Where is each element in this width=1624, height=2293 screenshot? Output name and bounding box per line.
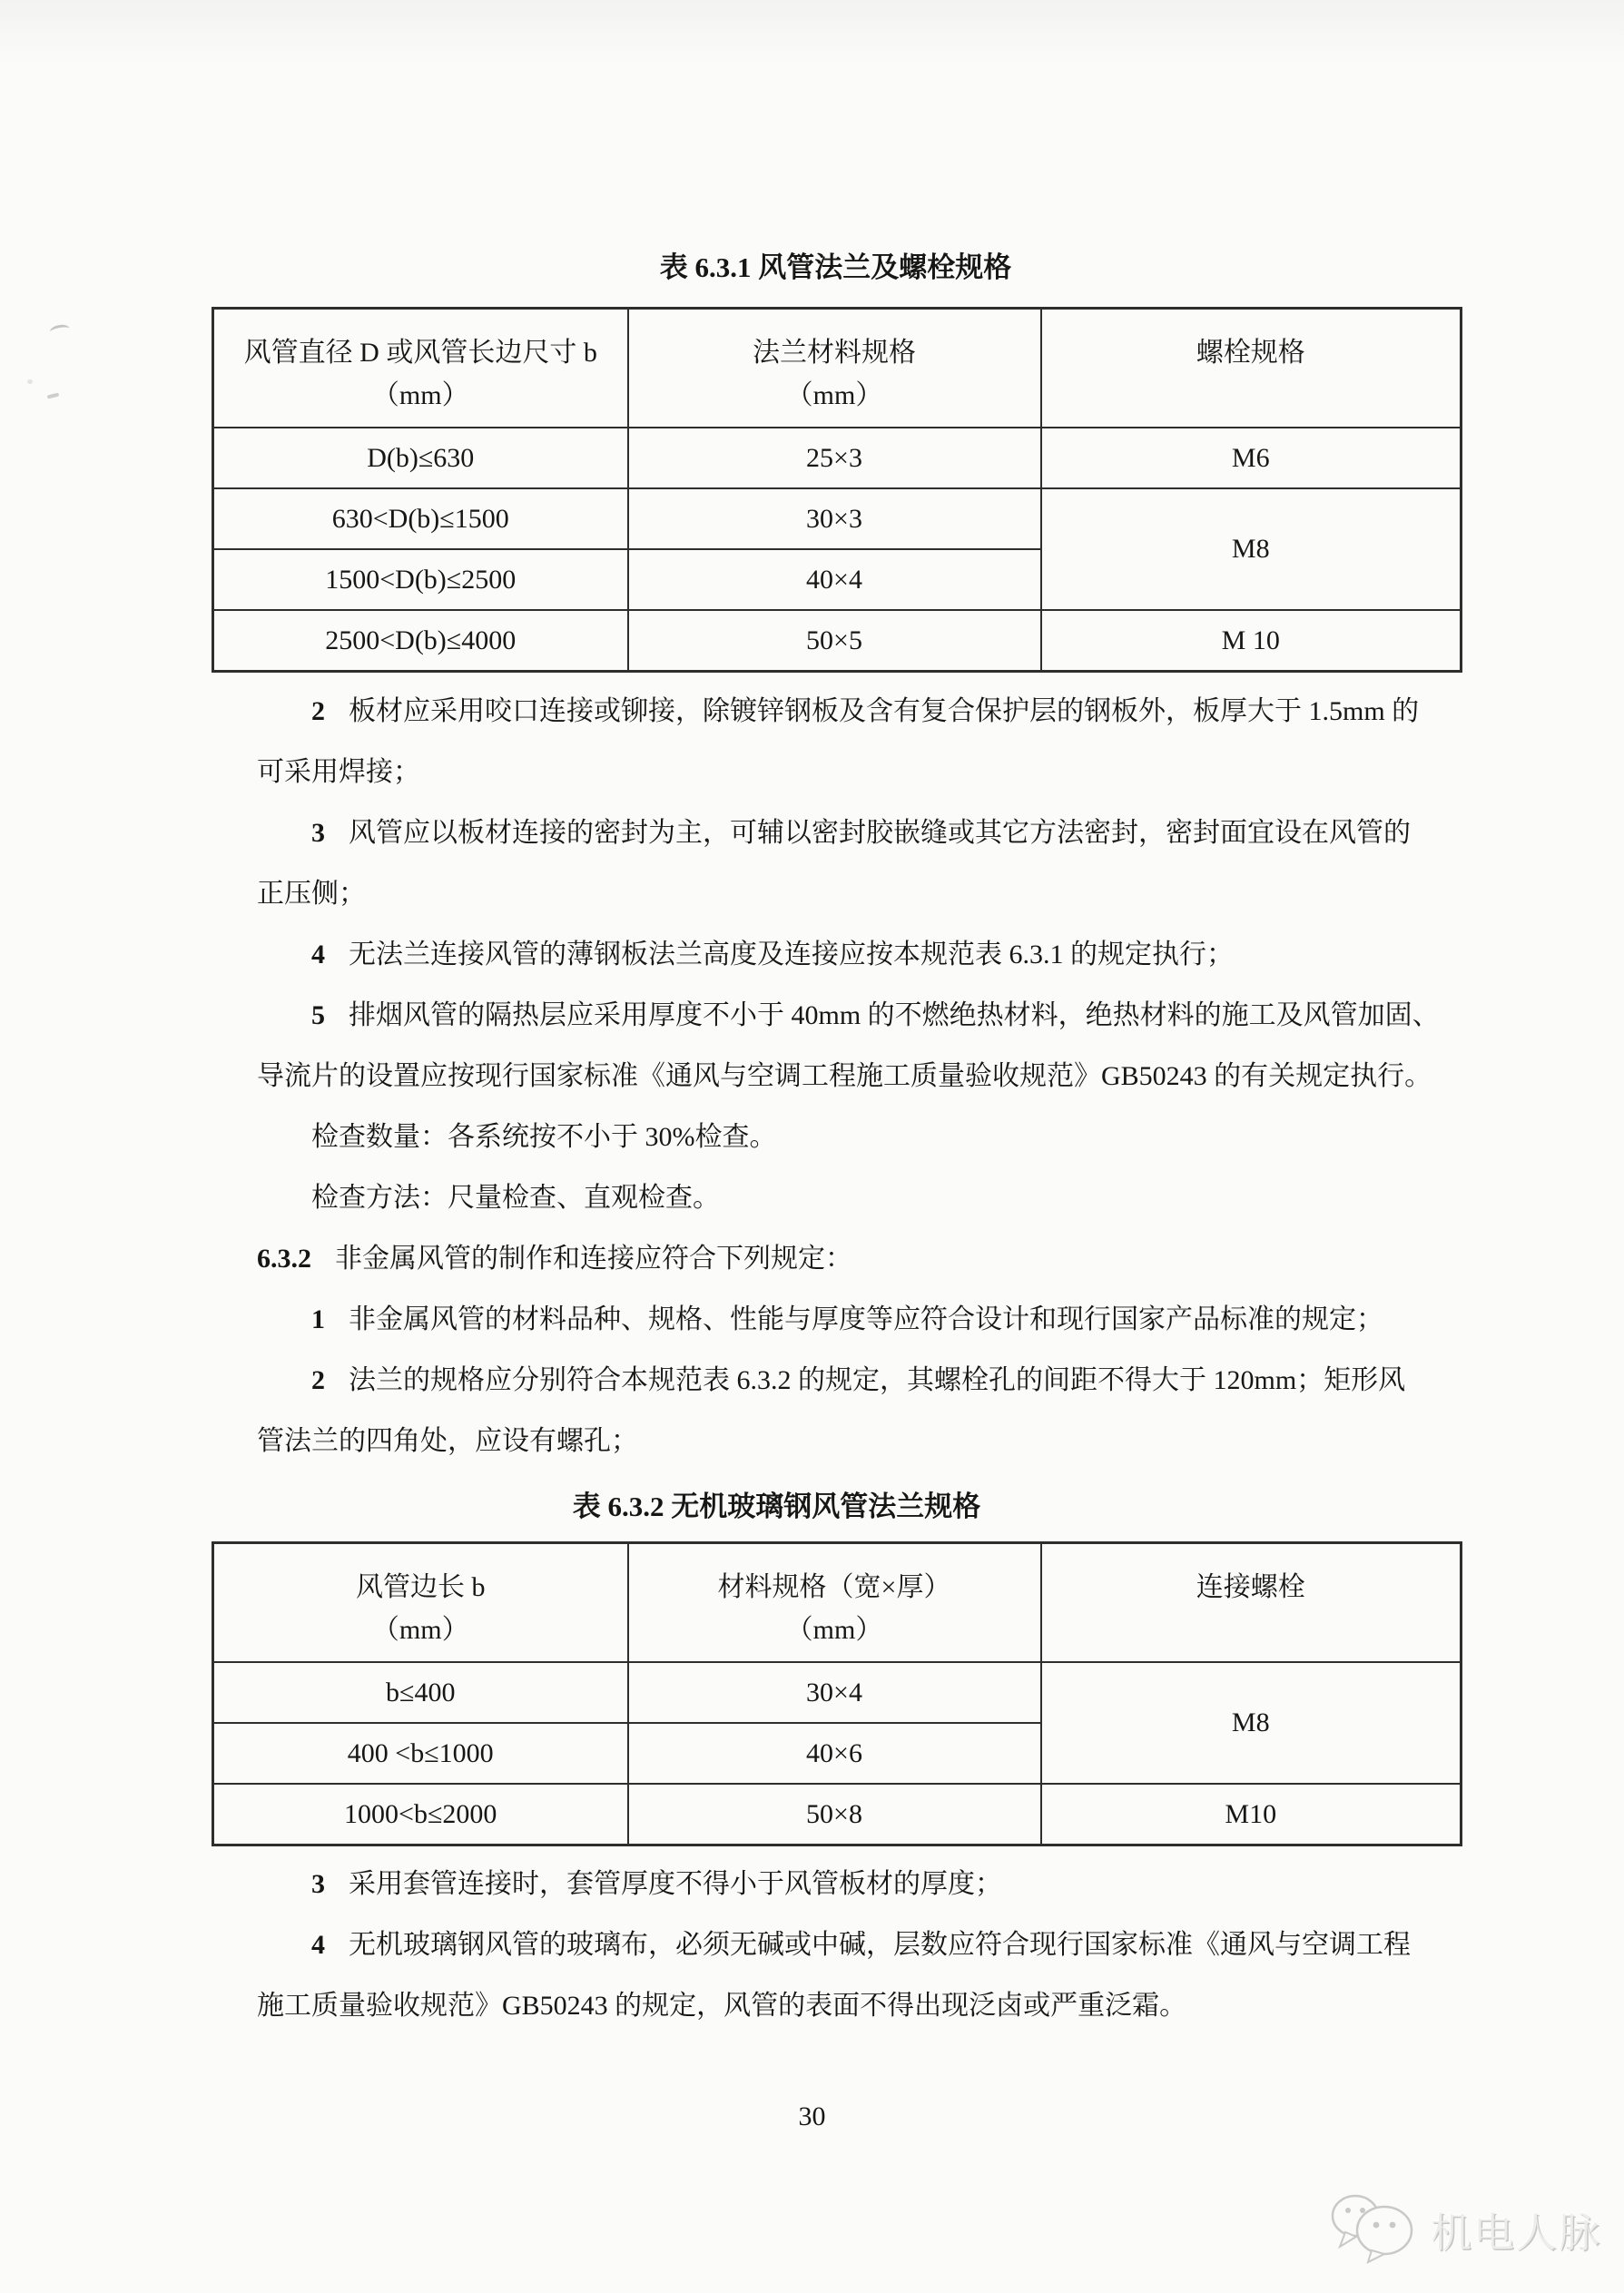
section-text: 非金属风管的制作和连接应符合下列规定： xyxy=(335,1244,852,1274)
clause-text: 施工质量验收规范》GB50243 的规定，风管的表面不得出现泛卤或严重泛霜。 xyxy=(257,1991,1187,2021)
table-cell-merged: M8 xyxy=(1041,488,1462,610)
clause-line xyxy=(257,1350,1546,1411)
table-header-cell xyxy=(1041,309,1462,428)
table-cell: 25×3 xyxy=(628,428,1041,488)
table-cell: b≤400 xyxy=(213,1662,628,1723)
table-header-cell xyxy=(213,309,628,428)
clause-number: 2 xyxy=(311,1365,325,1395)
table-cell-merged: M8 xyxy=(1041,1662,1462,1784)
clause-number: 2 xyxy=(311,696,325,726)
table-row xyxy=(213,428,1462,488)
table-row xyxy=(213,1662,1462,1723)
page-number: 30 xyxy=(798,2101,826,2131)
watermark-label: 机电人脉 xyxy=(1431,2210,1602,2256)
table-6-3-2 xyxy=(212,1541,1462,1846)
table-cell: 40×4 xyxy=(628,549,1041,610)
clause-text: 检查数量：各系统按不小于 30%检查。 xyxy=(311,1122,777,1152)
table-cell: 40×6 xyxy=(628,1723,1041,1784)
clause-line xyxy=(257,1411,1546,1471)
column-header: 螺栓规格 xyxy=(1196,338,1305,368)
column-header: 风管直径 D 或风管长边尺寸 b xyxy=(243,338,597,368)
watermark xyxy=(1327,2190,1601,2268)
clause-text: 采用套管连接时，套管厚度不得小于风管板材的厚度； xyxy=(349,1869,1002,1899)
clause-line xyxy=(257,1107,1546,1167)
table-cell: 50×5 xyxy=(628,610,1041,672)
table-cell: 30×3 xyxy=(628,488,1041,549)
scan-artifact xyxy=(27,379,33,384)
clause-text: 检查方法：尺量检查、直观检查。 xyxy=(311,1183,720,1213)
clause-text: 管法兰的四角处，应设有螺孔； xyxy=(257,1426,638,1456)
column-header: 材料规格（宽×厚） xyxy=(717,1572,951,1602)
column-header-unit: （mm） xyxy=(785,380,883,410)
clause-line xyxy=(257,1046,1546,1107)
column-header: 风管边长 b xyxy=(356,1572,486,1602)
section-number: 6.3.2 xyxy=(257,1244,311,1274)
table-header-cell xyxy=(1041,1543,1462,1663)
clause-text: 法兰的规格应分别符合本规范表 6.3.2 的规定，其螺栓孔的间距不得大于 120mm；矩形风 xyxy=(349,1365,1406,1395)
table-cell: 400 <b≤1000 xyxy=(213,1723,628,1784)
clause-number: 3 xyxy=(311,1869,325,1899)
scan-artifact xyxy=(47,392,60,399)
clause-number: 5 xyxy=(311,1000,325,1030)
clause-text: 风管应以板材连接的密封为主，可辅以密封胶嵌缝或其它方法密封，密封面宜设在风管的 xyxy=(349,818,1411,848)
clause-text: 无机玻璃钢风管的玻璃布，必须无碱或中碱，层数应符合现行国家标准《通风与空调工程 xyxy=(349,1930,1411,1960)
clause-line xyxy=(257,802,1546,863)
table-header-row xyxy=(213,1543,1462,1663)
table-cell: 50×8 xyxy=(628,1784,1041,1845)
clause-number: 4 xyxy=(311,1930,325,1960)
clause-line xyxy=(257,863,1546,924)
table-header-cell xyxy=(628,309,1041,428)
table-row xyxy=(213,488,1462,549)
clause-text: 正压侧； xyxy=(257,879,366,909)
table-cell: M10 xyxy=(1041,1784,1462,1845)
column-header-unit: （mm） xyxy=(785,1615,883,1645)
table-cell: M 10 xyxy=(1041,610,1462,672)
column-header: 法兰材料规格 xyxy=(753,338,916,368)
clause-text: 排烟风管的隔热层应采用厚度不小于 40mm 的不燃绝热材料，绝热材料的施工及风管加固、 xyxy=(349,1000,1440,1030)
clause-text: 板材应采用咬口连接或铆接，除镀锌钢板及含有复合保护层的钢板外，板厚大于 1.5mm 的 xyxy=(349,696,1420,726)
clause-line xyxy=(257,924,1546,985)
table-cell: M6 xyxy=(1041,428,1462,488)
table-header-cell xyxy=(628,1543,1041,1663)
wechat-icon xyxy=(1327,2190,1418,2268)
clause-line xyxy=(257,742,1546,802)
clause-number: 1 xyxy=(311,1304,325,1334)
table-cell: 2500<D(b)≤4000 xyxy=(213,610,628,672)
clause-line xyxy=(257,985,1546,1046)
clause-line xyxy=(257,1975,1546,2036)
table-header-row xyxy=(213,309,1462,428)
column-header-unit: （mm） xyxy=(371,380,469,410)
table-row xyxy=(213,610,1462,672)
clause-line xyxy=(257,1914,1546,1975)
table-header-cell xyxy=(213,1543,628,1663)
table-cell: 30×4 xyxy=(628,1662,1041,1723)
table-cell: 1500<D(b)≤2500 xyxy=(213,549,628,610)
clause-text: 导流片的设置应按现行国家标准《通风与空调工程施工质量验收规范》GB50243 的有关规定执行。 xyxy=(257,1061,1432,1091)
table-cell: 1000<b≤2000 xyxy=(213,1784,628,1845)
column-header-unit: （mm） xyxy=(371,1615,469,1645)
clause-line xyxy=(257,681,1546,742)
section-heading-line xyxy=(257,1228,1546,1289)
table-cell: 630<D(b)≤1500 xyxy=(213,488,628,549)
table-cell: D(b)≤630 xyxy=(213,428,628,488)
table-row xyxy=(213,1784,1462,1845)
body-text-block xyxy=(257,1854,1546,2036)
clause-line xyxy=(257,1854,1546,1914)
clause-line xyxy=(257,1289,1546,1350)
clause-text: 非金属风管的材料品种、规格、性能与厚度等应符合设计和现行国家产品标准的规定； xyxy=(349,1304,1383,1334)
scan-artifact xyxy=(49,323,71,338)
clause-text: 可采用焊接； xyxy=(257,757,420,787)
clause-line xyxy=(257,1167,1546,1228)
body-text-block xyxy=(257,681,1546,1471)
clause-number: 4 xyxy=(311,940,325,969)
clause-number: 3 xyxy=(311,818,325,848)
table-6-3-1 xyxy=(212,307,1462,673)
clause-text: 无法兰连接风管的薄钢板法兰高度及连接应按本规范表 6.3.1 的规定执行； xyxy=(349,940,1234,969)
column-header: 连接螺栓 xyxy=(1196,1572,1305,1602)
table-6-3-1-title: 表 6.3.1 风管法兰及螺栓规格 xyxy=(659,251,1012,283)
table-6-3-2-title: 表 6.3.2 无机玻璃钢风管法兰规格 xyxy=(572,1491,981,1522)
